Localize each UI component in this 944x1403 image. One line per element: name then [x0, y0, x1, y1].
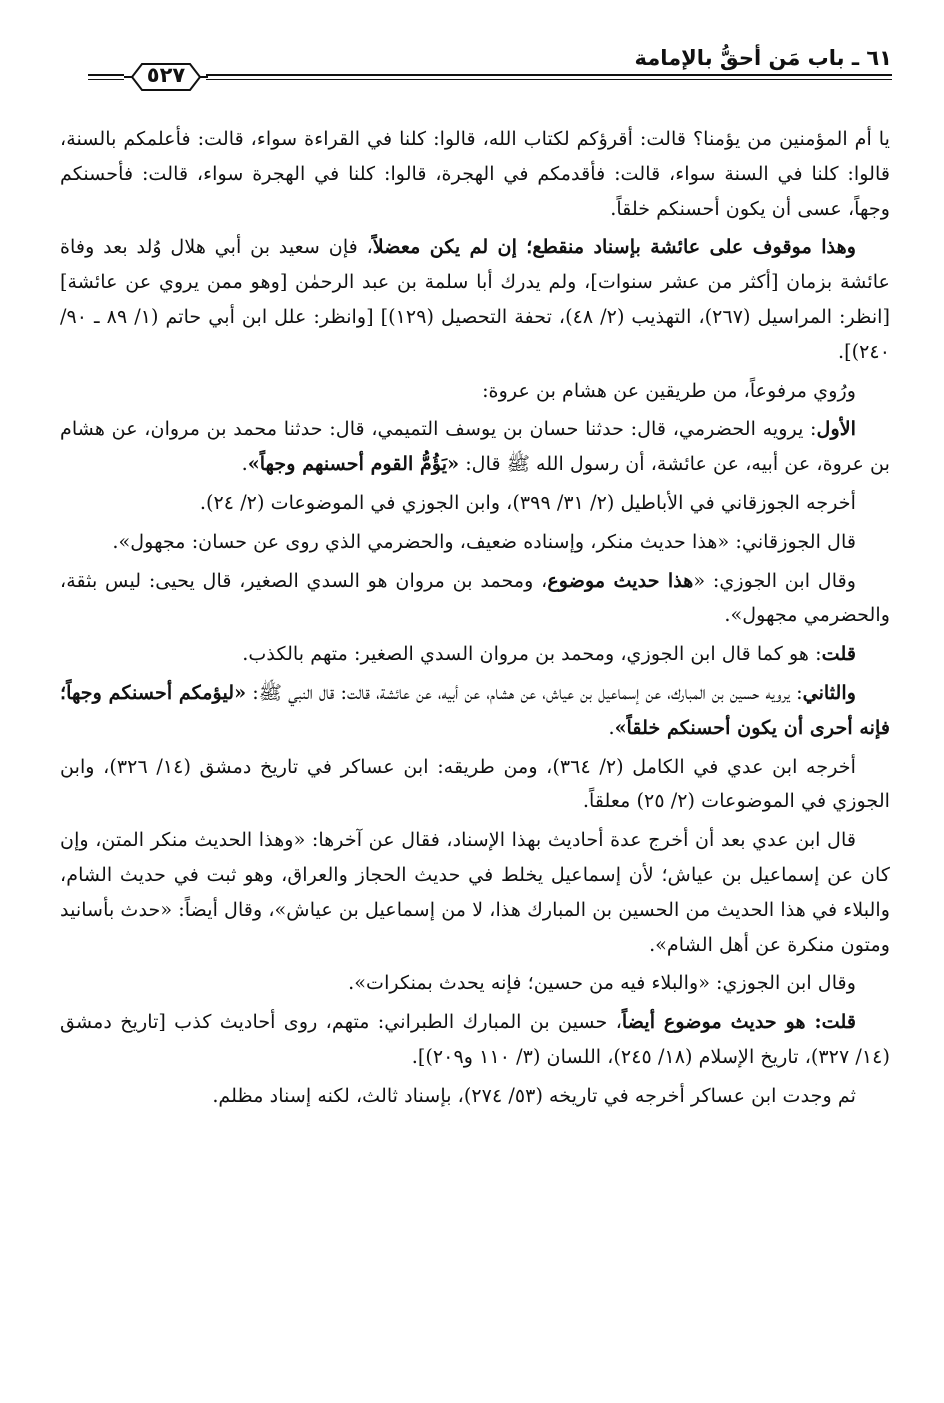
bold-text: الأول — [816, 417, 856, 441]
bold-text: قلت — [821, 642, 856, 666]
text-run: يا أم المؤمنين من يؤمنا؟ قالت: أقرؤكم لكتاب الله، قالوا: كلنا في القراءة سواء، قالت: فأعلمكم بالسنة، قالوا: كلنا في السنة سواء، قالت: فأقدمكم في الهجرة، قالوا: كلنا في الهجرة سواء، قالت: فأحسنكم وجهاً، عسى أن يكون أحسنكم خلقاً. — [60, 127, 890, 220]
paragraph — [60, 750, 890, 820]
text-run: : يرويه حسين بن المبارك، عن إسماعيل بن عياش، عن هشام، عن أبيه، عن عائشة، قالت: قال النبي ﷺ: — [246, 680, 803, 704]
text-run: : يرويه الحضرمي، قال: حدثنا حسان بن يوسف التميمي، قال: حدثنا محمد بن مروان، عن هشام بن عروة، عن أبيه، عن عائشة، أن رسول الله ﷺ قال: — [60, 417, 890, 476]
paragraph — [60, 564, 890, 634]
page-header — [88, 42, 892, 94]
header-rule — [206, 74, 892, 76]
text-run: . — [608, 715, 615, 739]
page-number-badge — [122, 60, 210, 94]
text-run: ، ومحمد بن مروان هو السدي الصغير، قال يحيى: ليس بثقة، والحضرمي مجهول». — [60, 568, 890, 627]
text-run: أخرجه الجوزقاني في الأباطيل (٢/ ٣١/ ٣٩٩)، وابن الجوزي في الموضوعات (٢/ ٢٤). — [199, 490, 856, 514]
text-run: وقال ابن الجوزي: «والبلاء فيه من حسين؛ فإنه يحدث بمنكرات». — [348, 971, 856, 995]
paragraph — [60, 230, 890, 369]
bold-text: «يَؤُمُّ القوم أحسنهم وجهاً» — [247, 452, 460, 476]
bold-text: «ليؤمكم أحسنكم وجهاً؛ فإنه أحرى أن يكون أحسنكم خلقاً» — [60, 680, 890, 739]
paragraph — [60, 412, 890, 482]
text-run: وقال ابن الجوزي: « — [693, 568, 857, 592]
bold-text: والثاني — [802, 680, 856, 704]
paragraph — [60, 823, 890, 962]
text-run: ثم وجدت ابن عساكر أخرجه في تاريخه (٥٣/ ٢٧٤)، بإسناد ثالث، لكنه إسناد مظلم. — [212, 1083, 856, 1107]
running-head: ٦١ ـ باب مَن أحقُّ بالإمامة — [634, 46, 892, 70]
bold-text: وهذا موقوف على عائشة بإسناد منقطع؛ إن لم يكن معضلاً — [372, 235, 856, 259]
text-run: ، حسين بن المبارك الطبراني: متهم، روى أحاديث كذب [تاريخ دمشق (١٤/ ٣٢٧)، تاريخ الإسلام (١٨/ ٢٤٥)، اللسان (٣/ ١١٠ و٢٠٩)]. — [60, 1010, 890, 1068]
paragraph — [60, 1005, 890, 1075]
page-number: ٥٢٧ — [146, 63, 186, 87]
text-run: ورُوي مرفوعاً، من طريقين عن هشام بن عروة: — [482, 378, 856, 402]
paragraph — [60, 637, 890, 672]
paragraph — [60, 122, 890, 226]
header-rule — [88, 74, 124, 76]
text-run: : هو كما قال ابن الجوزي، ومحمد بن مروان السدي الصغير: متهم بالكذب. — [242, 642, 822, 666]
paragraph — [60, 966, 890, 1001]
header-rule — [88, 79, 124, 80]
paragraph — [60, 374, 890, 409]
bold-text: هذا حديث موضوع — [547, 568, 694, 592]
paragraph — [60, 486, 890, 521]
paragraph — [60, 1079, 890, 1114]
text-run: ، فإن سعيد بن أبي هلال وُلد بعد وفاة عائشة بزمان [أكثر من عشر سنوات]، ولم يدرك أبا سلمة بن عبد الرحمٰن [وهو ممن يروي عن عائشة] [انظر: المراسيل (٢٦٧)، التهذيب (٢/ ٤٨)، تحفة التحصيل (١٢٩)] [وانظر: علل ابن أبي حاتم (١/ ٨٩ ـ ٩٠/ ٢٤٠)]. — [60, 235, 890, 363]
header-rule — [206, 79, 892, 80]
text-run: قال الجوزقاني: «هذا حديث منكر، وإسناده ضعيف، والحضرمي الذي روى عن حسان: مجهول». — [112, 529, 856, 553]
body-text — [60, 122, 890, 1114]
text-run: قال ابن عدي بعد أن أخرج عدة أحاديث بهذا الإسناد، فقال عن آخرها: «وهذا الحديث منكر المتن، وإن كان عن إسماعيل بن عياش؛ لأن إسماعيل يخلط في حديث الحجاز والعراق، وهو ثبت في حديث الشام، والبلاء في هذا الحديث من الحسين بن المبارك هذا، لا من إسماعيل بن عياش»، وقال أيضاً: «حدث بأسانيد ومتون منكرة عن أهل الشام». — [60, 828, 891, 956]
paragraph — [60, 525, 890, 560]
paragraph — [60, 676, 890, 746]
text-run: أخرجه ابن عدي في الكامل (٢/ ٣٦٤)، ومن طريقه: ابن عساكر في تاريخ دمشق (١٤/ ٣٢٦)، وابن الجوزي في الموضوعات (٢/ ٢٥) معلقاً. — [60, 754, 890, 813]
text-run: . — [241, 452, 248, 476]
bold-text: قلت: هو حديث موضوع أيضاً — [621, 1010, 856, 1034]
